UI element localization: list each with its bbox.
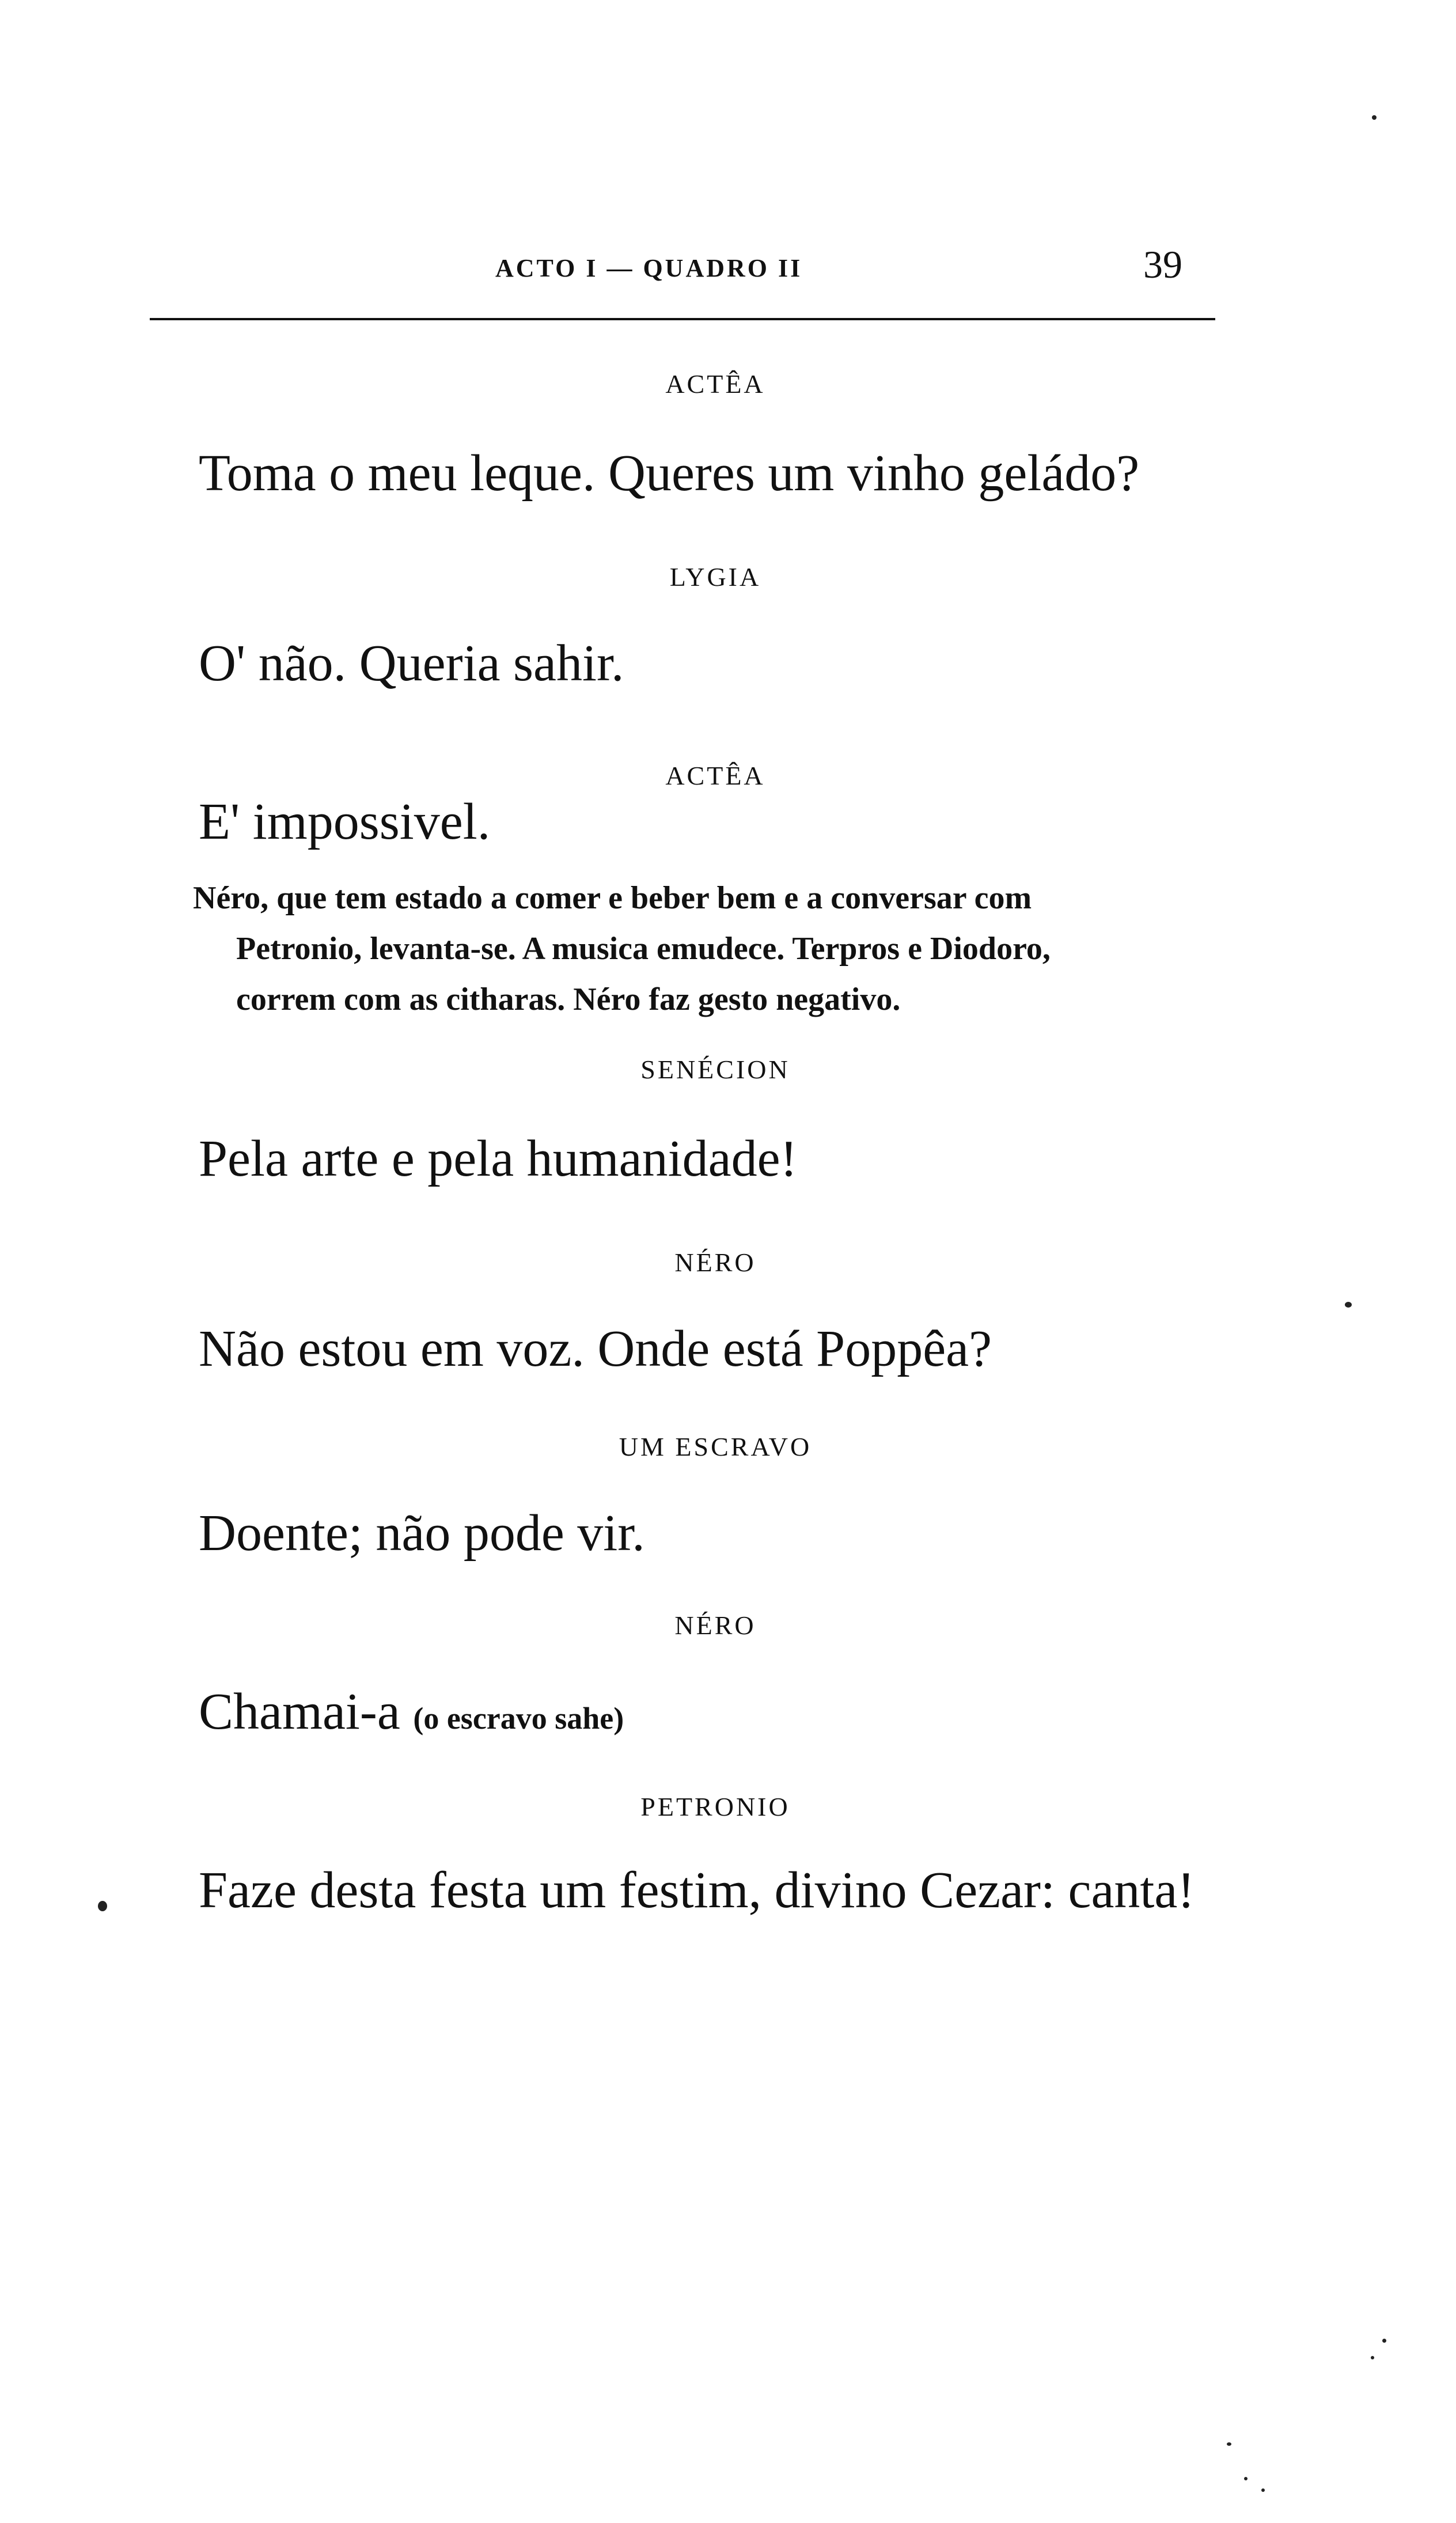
scan-speck (1244, 2477, 1248, 2480)
scan-speck (1227, 2442, 1231, 2446)
header-rule (150, 318, 1215, 320)
speaker-name: PETRONIO (640, 1792, 790, 1821)
dialogue-line: Toma o meu leque. Queres um vinho geládo? (199, 445, 1140, 502)
dialogue-line: Doente; não pode vir. (199, 1505, 645, 1562)
dialogue-line: O' não. Queria sahir. (199, 635, 624, 692)
dialogue-line: Faze desta festa um festim, divino Cezar: canta! (199, 1862, 1195, 1919)
page-number: 39 (1143, 243, 1182, 286)
scan-speck (98, 1901, 107, 1911)
speaker-name: SENÉCION (640, 1055, 790, 1084)
stage-direction (193, 873, 1051, 1025)
dialogue-line (199, 1682, 624, 1741)
stage-direction-line: correm com as citharas. Néro faz gesto negativo. (236, 982, 901, 1017)
scan-speck (1371, 2356, 1374, 2359)
scan-speck (1372, 115, 1377, 120)
speaker-name: ACTÊA (665, 761, 765, 790)
scan-speck (1345, 1302, 1352, 1308)
dialogue-line: Pela arte e pela humanidade! (199, 1130, 798, 1187)
scan-speck (1261, 2488, 1265, 2492)
dialogue-line: Não estou em voz. Onde está Poppêa? (199, 1320, 992, 1377)
running-title: ACTO I — QUADRO II (495, 254, 803, 282)
speaker-name: ACTÊA (665, 369, 765, 399)
speaker-name: NÉRO (674, 1611, 756, 1640)
speaker-name: NÉRO (674, 1248, 756, 1277)
stage-aside: (o escravo sahe) (413, 1701, 624, 1736)
stage-direction-line: Petronio, levanta-se. A musica emudece. Terpros e Diodoro, (236, 931, 1051, 967)
stage-direction-line: Néro, que tem estado a comer e beber bem e a conversar com (193, 880, 1032, 916)
speaker-name: LYGIA (669, 562, 761, 592)
dialogue-line: E' impossivel. (199, 793, 491, 850)
dialogue-text: Chamai-a (199, 1683, 400, 1740)
speaker-name: UM ESCRAVO (619, 1432, 812, 1461)
scan-speck (1382, 2339, 1386, 2343)
